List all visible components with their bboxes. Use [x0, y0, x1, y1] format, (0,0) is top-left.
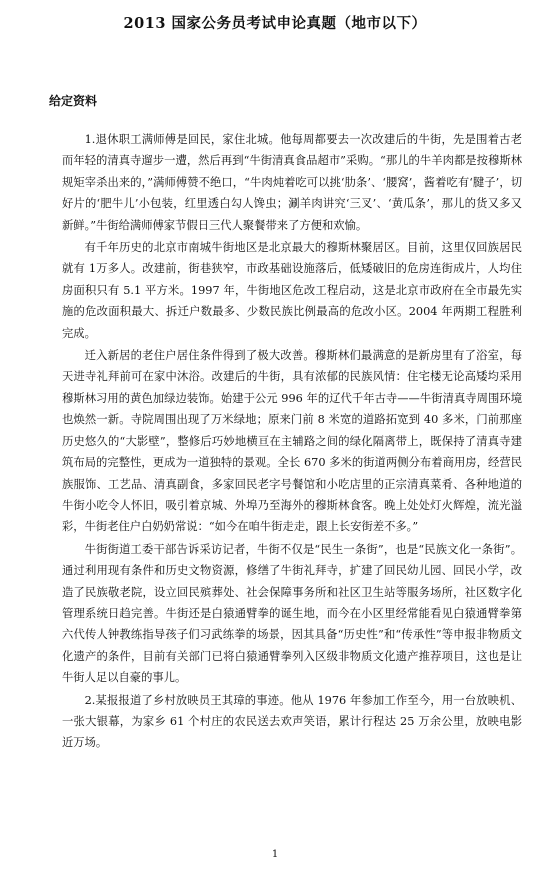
section-heading: 给定资料	[49, 94, 98, 108]
document-body	[62, 129, 522, 755]
paragraph: 有千年历史的北京市南城牛街地区是北京最大的穆斯林聚居区。目前，这里仅回族居民就有 1万多人。改建前，街巷狭窄，市政基础设施落后，低矮破旧的危房连街成片，人均住房面积只有 5.1 平方米。1997 年，牛街地区危改工程启动，这是北京市政府在全市最先实施的危改面积最大、拆迁户数最多、少数民族比例最高的危改小区。2004 年两期工程胜利完成。	[62, 241, 522, 340]
paragraph: 牛街街道工委干部告诉采访记者，牛街不仅是“民生一条街”，也是“民族文化一条街”。通过利用现有条件和历史文物资源，修缮了牛街礼拜寺，扩建了回民幼儿园、回民小学，改造了民族敬老院，设立回民殡葬处、社会保障事务所和社区卫生站等服务场所，社区数字化管理系统日趋完善。牛街还是白猿通臂拳的诞生地，而今在小区里经常能看见白猿通臂拳第六代传人钟教练指导孩子们习武练拳的场景，因其具备“历史性”和“传承性”等申报非物质文化遗产的条件，目前有关部门已将白猿通臂拳列入区级非物质文化遗产推荐项目，这也是让牛街人足以自豪的事儿。	[62, 542, 522, 685]
page-number: 1	[271, 849, 279, 860]
paragraph: 迁入新居的老住户居住条件得到了极大改善。穆斯林们最满意的是新房里有了浴室，每天进寺礼拜前可在家中沐浴。改建后的牛街，具有浓郁的民族风情：住宅楼无论高矮均采用穆斯林习用的黄色加绿边装饰。始建于公元 996 年的辽代千年古寺——牛街清真寺周围环境也焕然一新。寺院周围出现了万米绿地；原来门前 8 米宽的道路拓宽到 40 多米，门前那座历史悠久的“大影壁”，整修后巧妙地横亘在主辅路之间的绿化隔离带上，既保持了清真寺建筑布局的完整性，更成为一道独特的景观。全长 670 多米的街道两侧分布着商用房，经营民族服饰、工艺品、清真副食，多家回民老字号餐馆和小吃店里的正宗清真菜肴、各种地道的牛街小吃令人怀旧，吸引着京城、外埠乃至海外的穆斯林食客。晚上处处灯火辉煌，流光溢彩，牛街老住户白奶奶常说：“如今在咱牛街走走，跟上长安街差不多。”	[62, 349, 522, 534]
paragraph: 1.退休职工满师傅是回民，家住北城。他每周都要去一次改建后的牛街，先是围着古老而年轻的清真寺遛步一遭，然后再到“牛街清真食品超市”采购。“那儿的牛羊肉都是按穆斯林规矩宰杀出来的，”满师傅赞不绝口，“牛肉炖着吃可以挑‘肋条’、‘腰窝’，酱着吃有‘腱子’，切好片的‘肥牛儿’小包装，红里透白勾人馋虫；涮羊肉讲究‘三叉’、‘黄瓜条’，那儿的货又多又新鲜。”牛街给满师傅家节假日三代人聚餐带来了方便和欢愉。	[62, 133, 522, 232]
paragraph: 2.某报报道了乡村放映员王其璋的事迹。他从 1976 年参加工作至今，用一台放映机、一张大银幕，为家乡 61 个村庄的农民送去欢声笑语，累计行程达 25 万余公里，放映电影近万场。	[62, 693, 522, 750]
document-title: 2013 国家公务员考试申论真题（地市以下）	[123, 15, 427, 32]
